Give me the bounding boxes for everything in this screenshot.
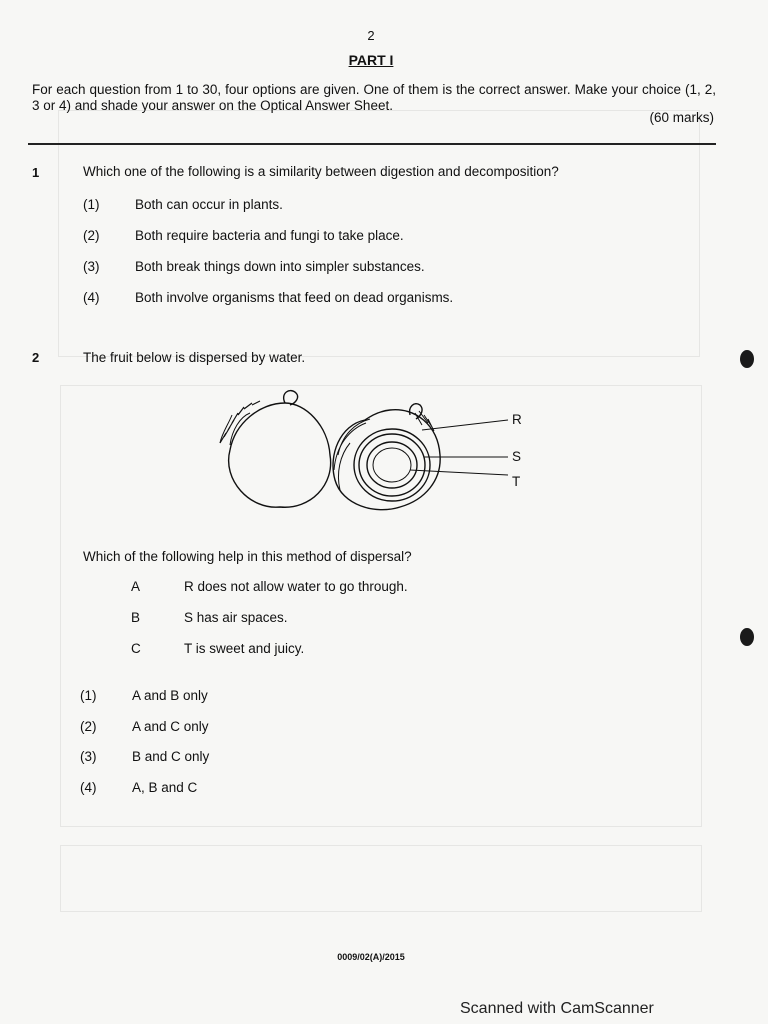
question-number: 1 bbox=[32, 165, 40, 180]
footer-code: 0009/02(A)/2015 bbox=[337, 952, 405, 962]
diagram-label-r: R bbox=[512, 412, 522, 427]
option-text: B and C only bbox=[132, 749, 210, 764]
option-text: Both break things down into simpler substances. bbox=[135, 259, 425, 274]
option-text: A and C only bbox=[132, 719, 209, 734]
option-text: Both can occur in plants. bbox=[135, 197, 283, 212]
statement-text: T is sweet and juicy. bbox=[184, 641, 305, 656]
option-number: (1) bbox=[83, 197, 100, 212]
option-number: (1) bbox=[80, 688, 97, 703]
coconut-fruit-diagram bbox=[210, 385, 540, 515]
statement-letter: C bbox=[131, 641, 141, 656]
punch-hole bbox=[740, 628, 754, 646]
question-number: 2 bbox=[32, 350, 40, 365]
sub-question: Which of the following help in this method of dispersal? bbox=[83, 549, 412, 564]
total-marks: (60 marks) bbox=[649, 110, 714, 125]
diagram-label-s: S bbox=[512, 449, 522, 464]
statement-text: R does not allow water to go through. bbox=[184, 579, 408, 594]
option-text: Both involve organisms that feed on dead organisms. bbox=[135, 290, 454, 305]
question-text: Which one of the following is a similarity between digestion and decomposition? bbox=[83, 164, 559, 179]
statement-letter: B bbox=[131, 610, 141, 625]
option-number: (2) bbox=[80, 719, 97, 734]
option-number: (4) bbox=[80, 780, 97, 795]
instructions: For each question from 1 to 30, four options are given. One of them is the correct answer. Make your choice (1, 2, 3 or 4) and shade your answer on the Optical Answer Sheet. bbox=[32, 82, 716, 113]
show-through-box bbox=[60, 845, 702, 912]
option-text: A, B and C bbox=[132, 780, 198, 795]
punch-hole bbox=[740, 350, 754, 368]
option-number: (2) bbox=[83, 228, 100, 243]
option-text: A and B only bbox=[132, 688, 208, 703]
option-number: (3) bbox=[80, 749, 97, 764]
option-text: Both require bacteria and fungi to take place. bbox=[135, 228, 404, 243]
camscanner-watermark: Scanned with CamScanner bbox=[460, 1000, 654, 1017]
divider bbox=[28, 143, 716, 145]
diagram-label-t: T bbox=[512, 474, 521, 489]
statement-text: S has air spaces. bbox=[184, 610, 288, 625]
option-number: (3) bbox=[83, 259, 100, 274]
statement-letter: A bbox=[131, 579, 141, 594]
page-number: 2 bbox=[367, 28, 375, 43]
question-text: The fruit below is dispersed by water. bbox=[83, 350, 306, 365]
part-title: PART I bbox=[348, 52, 394, 68]
option-number: (4) bbox=[83, 290, 100, 305]
